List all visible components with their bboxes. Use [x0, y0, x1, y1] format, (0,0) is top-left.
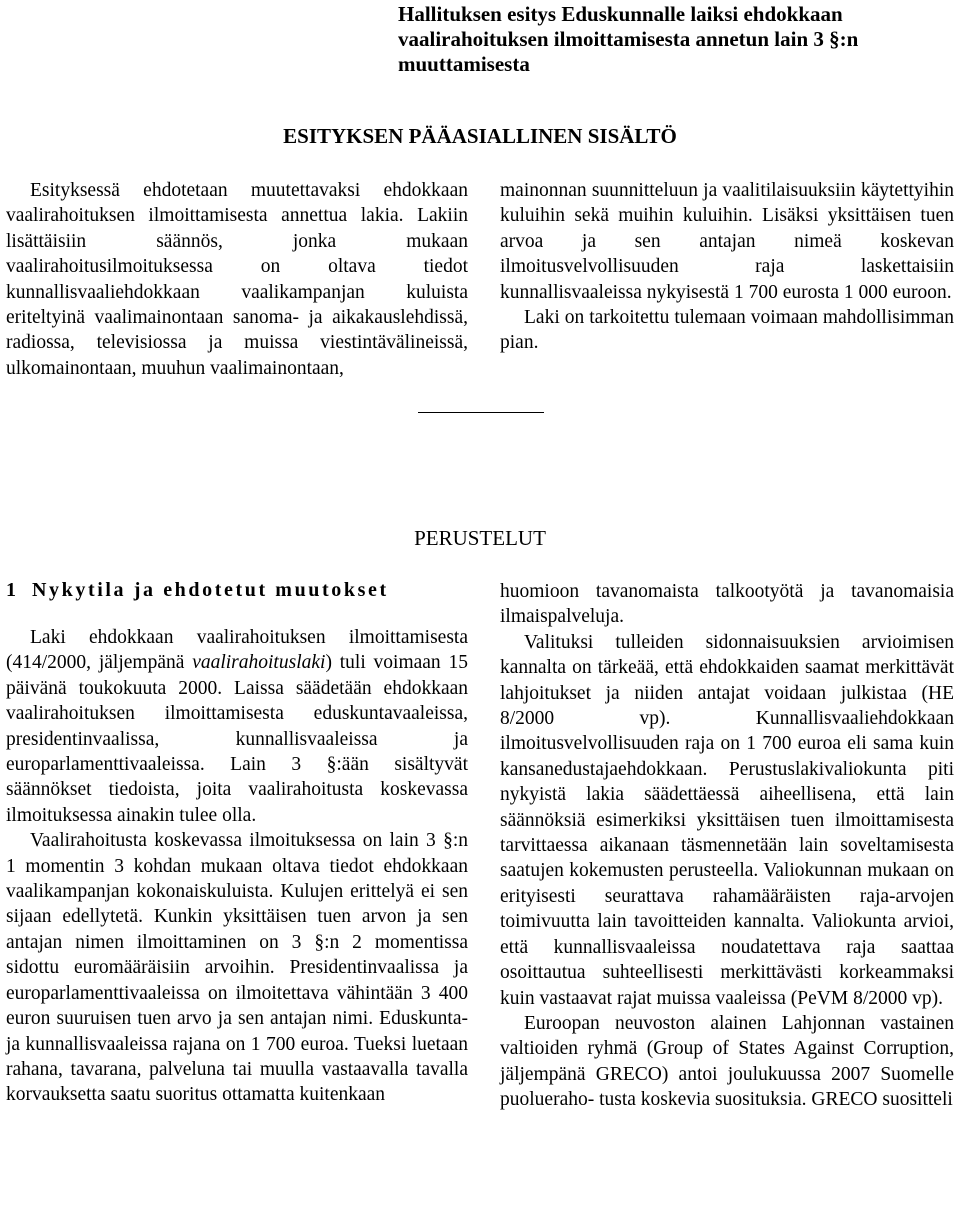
summary-right-column [500, 178, 954, 356]
section-title: Nykytila ja ehdotetut muutokset [32, 579, 389, 601]
summary-heading: ESITYKSEN PÄÄASIALLINEN SISÄLTÖ [283, 124, 677, 148]
body-italic-text: vaalirahoituslaki [192, 652, 326, 674]
body-paragraph: huomioon tavanomaista talkootyötä ja tavanomaisia ilmaispalveluja. [500, 581, 954, 628]
body-right-column [500, 579, 954, 1113]
section-number: 1 [6, 579, 16, 601]
body-text: ) tuli voimaan 15 päivänä toukokuuta 2000. Laissa säädetään ehdokkaan vaalirahoituksen ilmoittamisesta eduskuntavaaleissa, presidentinvaalissa, kunnallisvaaleissa ja europarlamenttivaaleissa. Lain 3 §:ään sisältyvät säännökset tiedoista, joita vaalirahoitusta koskevassa ilmoituksessa ainakin tulee olla. [6, 652, 468, 826]
body-left-column [6, 625, 468, 1108]
separator-rule [418, 412, 544, 413]
section-heading [6, 579, 389, 602]
body-paragraph: Vaalirahoitusta koskevassa ilmoituksessa on lain 3 §:n 1 momentin 3 kohdan mukaan oltava tiedot ehdokkaan vaalikampanjan kokonaiskuluista. Kulujen erittelyä ei sen sijaan edellytetä. Kunkin yksittäisen tuen arvon ja sen antajan nimen ilmoittaminen on 3 §:n 2 momentissa sidottu euromääräisiin arvoihin. Presidentinvaalissa ja europarlamenttivaaleissa on ilmoitettava vähintään 3 400 euron suuruisen tuen arvo ja sen antajan nimi. Eduskunta- ja kunnallisvaaleissa rajana on 1 700 euroa. Tueksi luetaan rahana, tavarana, palveluna tai muulla vastaavalla tavalla korvauksetta saatu suoritus ottamatta kuitenkaan [6, 830, 468, 1106]
summary-left-column [6, 178, 468, 381]
body-paragraph: Valituksi tulleiden sidonnaisuuksien arvioimisen kannalta on tärkeää, että ehdokkaiden saamat merkittävät lahjoitukset ja niiden antajat voidaan julkistaa (HE 8/2000 vp). Kunnallisvaaliehdokkaan ilmoitusvelvollisuuden raja on 1 700 euroa eli sama kuin kansanedustajaehdokkaan. Perustuslakivaliokunta piti nykyistä lakia säädettäessä aiheellisena, että lain säännöksiä esimerkiksi yksittäisen tuen ilmoittamisesta tarvittaessa aikanaan täsmennetään lain soveltamisesta saatujen kokemusten perusteella. Valiokunnan mukaan on erityisesti seurattava rahamääräisten raja-arvojen toimivuutta lain tavoitteiden kannalta. Valiokunta arvioi, että kunnallisvaaleissa noudatettava raja saattaa osoittautua suhteellisesti merkittävästi korkeammaksi kuin vastaavat rajat muissa vaaleissa (PeVM 8/2000 vp). [500, 631, 954, 1009]
body-text: Laki ehdokkaan vaalirahoituksen ilmoittamisesta (414/2000, jäljempänä [6, 627, 468, 674]
summary-paragraph: mainonnan suunnitteluun ja vaalitilaisuuksiin käytettyihin kuluihin sekä muihin kuluihin. Lisäksi yksittäisen tuen arvoa ja sen antajan nimeä koskevan ilmoitusvelvollisuuden raja laskettaisiin kunnallisvaaleissa nykyisestä 1 700 eurosta 1 000 euroon. [500, 180, 954, 303]
summary-paragraph: Laki on tarkoitettu tulemaan voimaan mahdollisimman pian. [500, 307, 954, 354]
summary-paragraph: Esityksessä ehdotetaan muutettavaksi ehdokkaan vaalirahoituksen ilmoittamisesta annettua lakia. Lakiin lisättäisiin säännös, jonka mukaan vaalirahoitusilmoituksessa on oltava tiedot kunnallisvaaliehdokkaan vaalikampanjan kuluista eriteltyinä vaalimainontaan sanoma- ja aikakauslehdissä, radiossa, televisiossa ja muissa viestintävälineissä, ulkomainontaan, muuhun vaalimainontaan, [6, 180, 468, 379]
perustelut-heading: PERUSTELUT [414, 526, 546, 550]
document-title: Hallituksen esitys Eduskunnalle laiksi ehdokkaan vaalirahoituksen ilmoittamisesta annetun lain 3 §:n muuttamisesta [398, 2, 859, 76]
body-paragraph [6, 625, 468, 828]
body-paragraph: Euroopan neuvoston alainen Lahjonnan vastainen valtioiden ryhmä (Group of States Against Corruption, jäljempänä GRECO) antoi joulukuussa 2007 Suomelle puolueraho- tusta koskevia suosituksia. GRECO suositteli [500, 1012, 954, 1111]
